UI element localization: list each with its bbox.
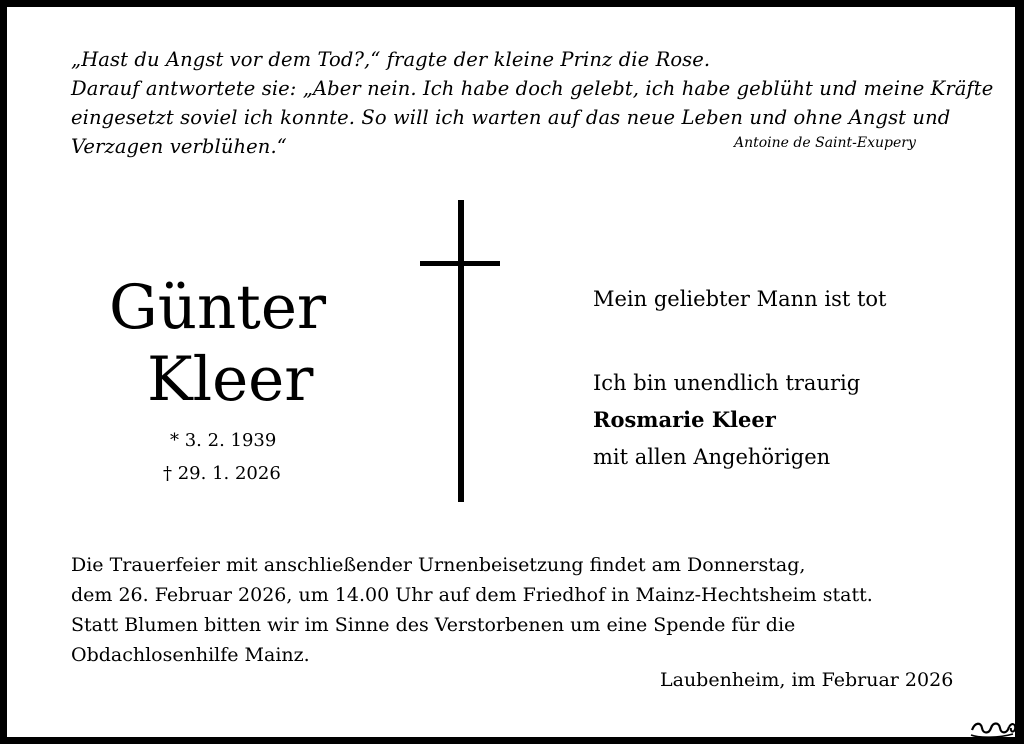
service-line: Obdachlosenhilfe Mainz. bbox=[71, 644, 310, 666]
service-line: Statt Blumen bitten wir im Sinne des Verstorbenen um eine Spende für die bbox=[71, 614, 796, 636]
deceased-last-name: Kleer bbox=[147, 344, 314, 415]
birth-date: * 3. 2. 1939 bbox=[170, 430, 277, 451]
place-and-date: Laubenheim, im Februar 2026 bbox=[660, 669, 954, 691]
quote-author: Antoine de Saint-Exupery bbox=[734, 135, 916, 151]
cross-horizontal-bar bbox=[420, 261, 500, 266]
quote-line: Darauf antwortete sie: „Aber nein. Ich habe doch gelebt, ich habe geblüht und meine Kräfte bbox=[71, 77, 994, 100]
quote-line: „Hast du Angst vor dem Tod?,“ fragte der kleine Prinz die Rose. bbox=[71, 48, 711, 71]
service-line: Die Trauerfeier mit anschließender Urnenbeisetzung findet am Donnerstag, bbox=[71, 554, 806, 576]
mourning-feeling: Ich bin unendlich traurig bbox=[593, 371, 861, 395]
service-line: dem 26. Februar 2026, um 14.00 Uhr auf dem Friedhof in Mainz-Hechtsheim statt. bbox=[71, 584, 873, 606]
quote-line: Verzagen verblühen.“ bbox=[71, 135, 287, 158]
ornament-logo-icon bbox=[969, 718, 1019, 740]
mourner-name: Rosmarie Kleer bbox=[593, 407, 776, 432]
death-date: † 29. 1. 2026 bbox=[163, 463, 281, 484]
deceased-first-name: Günter bbox=[109, 272, 327, 343]
service-info bbox=[71, 550, 873, 670]
mourning-statement: Mein geliebter Mann ist tot bbox=[593, 287, 887, 311]
cross-vertical-bar bbox=[458, 200, 464, 502]
quote-line: eingesetzt soviel ich konnte. So will ich warten auf das neue Leben und ohne Angst und bbox=[71, 106, 951, 129]
mourner-relatives: mit allen Angehörigen bbox=[593, 445, 831, 469]
